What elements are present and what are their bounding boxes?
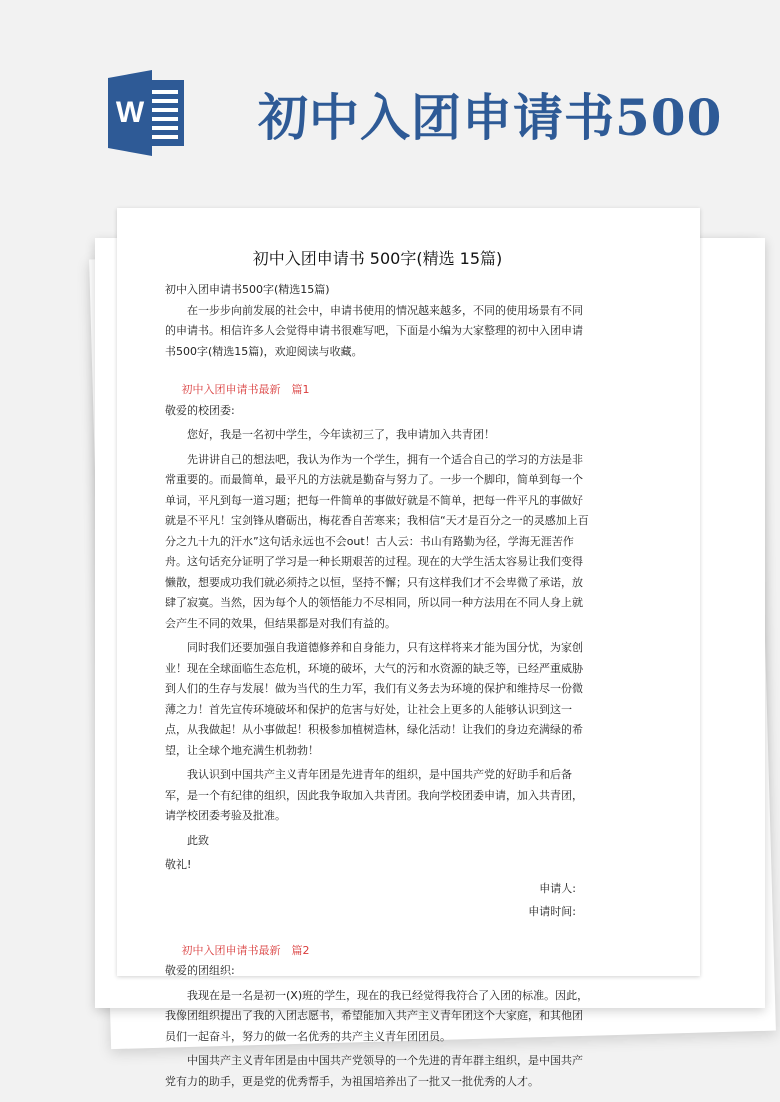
salutation: 敬爱的团组织: <box>165 964 235 977</box>
document-title: 初中入团申请书 500字(精选 15篇) <box>252 249 503 268</box>
intro-paragraph: 在一步步向前发展的社会中，申请书使用的情况越来越多，不同的使用场景有不同的申请书。相信许多人会觉得申请书很难写吧，下面是小编为大家整理的初中入团申请书500字(精选15篇)，欢迎阅读与收藏。 <box>165 303 583 358</box>
applicant-label: 申请人: <box>539 881 576 895</box>
document-content <box>165 246 590 1092</box>
paragraph: 您好，我是一名初中学生，今年读初三了，我申请加入共青团！ <box>187 428 495 441</box>
paragraph: 中国共产主义青年团是由中国共产党领导的一个先进的青年群主组织，是中国共产党有力的助手，更是党的优秀帮手，为祖国培养出了一批又一批优秀的人才。 <box>165 1054 583 1088</box>
svg-text:W: W <box>115 96 145 129</box>
paragraph: 同时我们还要加强自我道德修养和自身能力，只有这样将来才能为国分忧，为家创业！现在全球面临生态危机，环境的破坏，大气的污和水资源的缺乏等，已经严重威胁到人们的生存与发展！做为当代的生力军，我们有义务去为环境的保护和维持尽一份微薄之力！首先宣传环境破坏和保护的危害与好处，让社会上更多的人能够认识到这一点，从我做起！从小事做起！积极参加植树造林，绿化活动！让我们的身边充满绿的希望，让全球个地充满生机勃勃！ <box>165 641 583 757</box>
section-heading: 初中入团申请书最新 篇2 <box>181 943 310 957</box>
banner-title: 初中入团申请书500 <box>258 88 723 147</box>
date-label: 申请时间: <box>528 905 576 918</box>
closing: 敬礼! <box>165 858 192 871</box>
paragraph: 先讲讲自己的想法吧，我认为作为一个学生，拥有一个适合自己的学习的方法是非常重要的。而最简单，最平凡的方法就是勤奋与努力了。一步一个脚印，简单到每一个单词，平凡到每一道习题；把每一件简单的事做好就是不简单，把每一件平凡的事做好就是不平凡！宝剑锋从磨砺出，梅花香自苦寒来；我相信“天才是百分之一的灵感加上百分之九十九的汗水”这句话永远也不会out！古人云：书山有路勤为径，学海无涯苦作舟。这句话充分证明了学习是一种长期艰苦的过程。现在的大学生活太容易让我们变得懒散，想要成功我们就必须持之以恒，坚持不懈；只有这样我们才不会卑微了承诺，放肆了寂寞。当然，因为每个人的领悟能力不尽相同，所以同一种方法用在不同人身上就会产生不同的效果，但结果都是对我们有益的。 <box>165 452 589 630</box>
paragraph: 我认识到中国共产主义青年团是先进青年的组织，是中国共产党的好助手和后备军，是一个有纪律的组织，因此我争取加入共青团。我向学校团委申请，加入共青团，请学校团委考验及批准。 <box>165 768 583 822</box>
word-icon <box>108 70 188 156</box>
document-subtitle: 初中入团申请书500字(精选15篇) <box>165 283 330 296</box>
paragraph: 此致 <box>187 833 209 847</box>
paragraph: 我现在是一名是初一(X)班的学生，现在的我已经觉得我符合了入团的标准。因此，我像团组织提出了我的入团志愿书，希望能加入共产主义青年团这个大家庭，和其他团员们一起奋斗，努力的做一名优秀的共产主义青年团团员。 <box>165 988 589 1043</box>
salutation: 敬爱的校团委: <box>165 403 235 417</box>
section-heading: 初中入团申请书最新 篇1 <box>181 383 310 396</box>
